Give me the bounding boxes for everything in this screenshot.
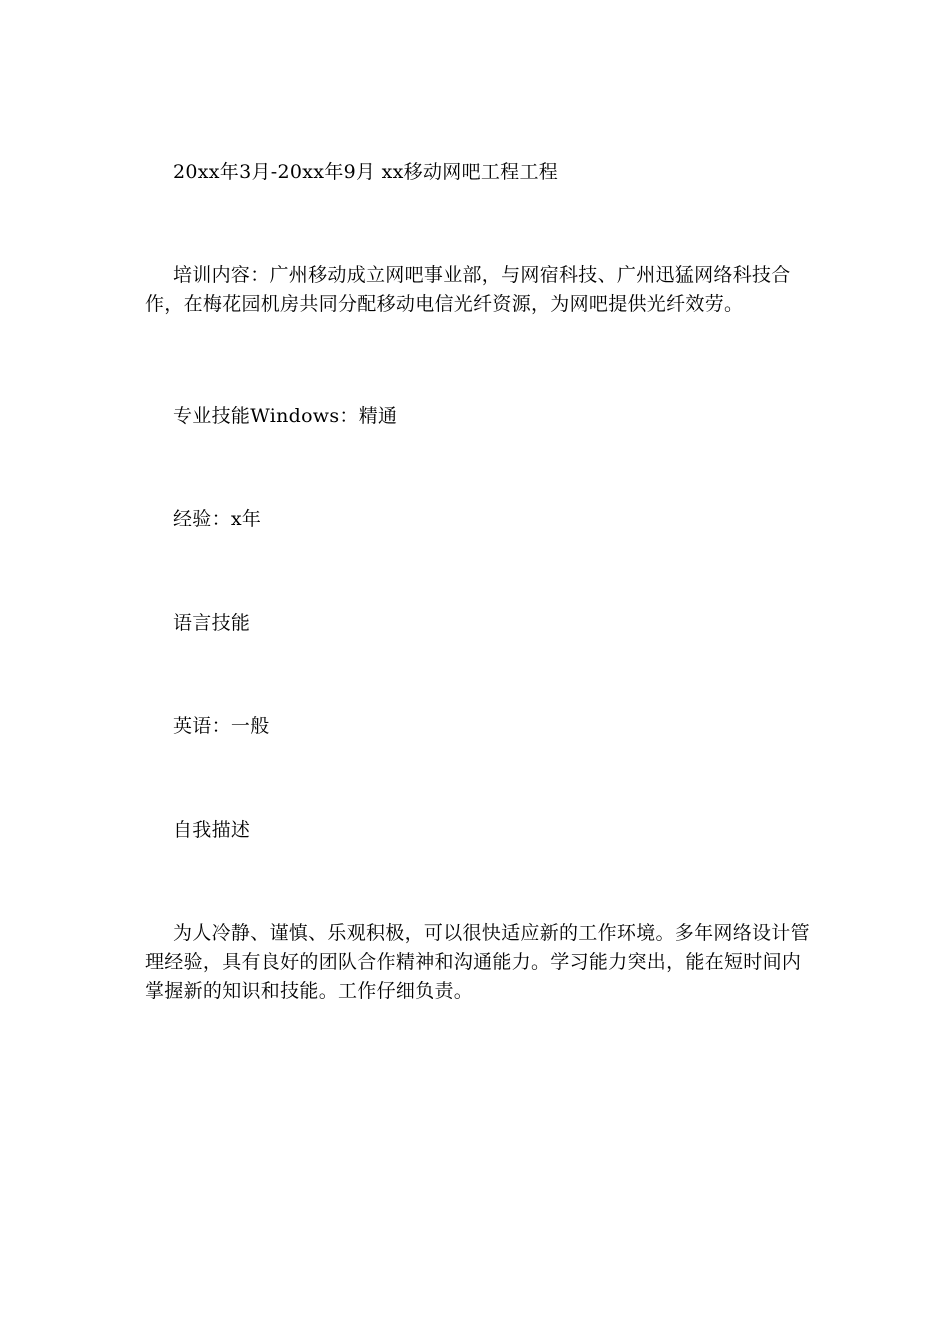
professional-skill-paragraph: 专业技能Windows：精通 xyxy=(173,405,398,427)
training-content-paragraph: 培训内容：广州移动成立网吧事业部，与网宿科技、广州迅猛网络科技合作，在梅花园机房共同分配移动电信光纤资源，为网吧提供光纤效劳。 xyxy=(145,264,791,315)
self-description-paragraph: 为人冷静、谨慎、乐观积极，可以很快适应新的工作环境。多年网络设计管理经验，具有良好的团队合作精神和沟通能力。学习能力突出，能在短时间内掌握新的知识和技能。工作仔细负责。 xyxy=(145,922,810,1002)
english-level-paragraph: 英语：一般 xyxy=(173,715,270,737)
experience-paragraph: 经验：x年 xyxy=(173,508,262,530)
project-period-paragraph: 20xx年3月-20xx年9月 xx移动网吧工程工程 xyxy=(173,161,559,183)
self-description-heading: 自我描述 xyxy=(173,819,251,841)
language-skills-heading: 语言技能 xyxy=(173,612,251,634)
